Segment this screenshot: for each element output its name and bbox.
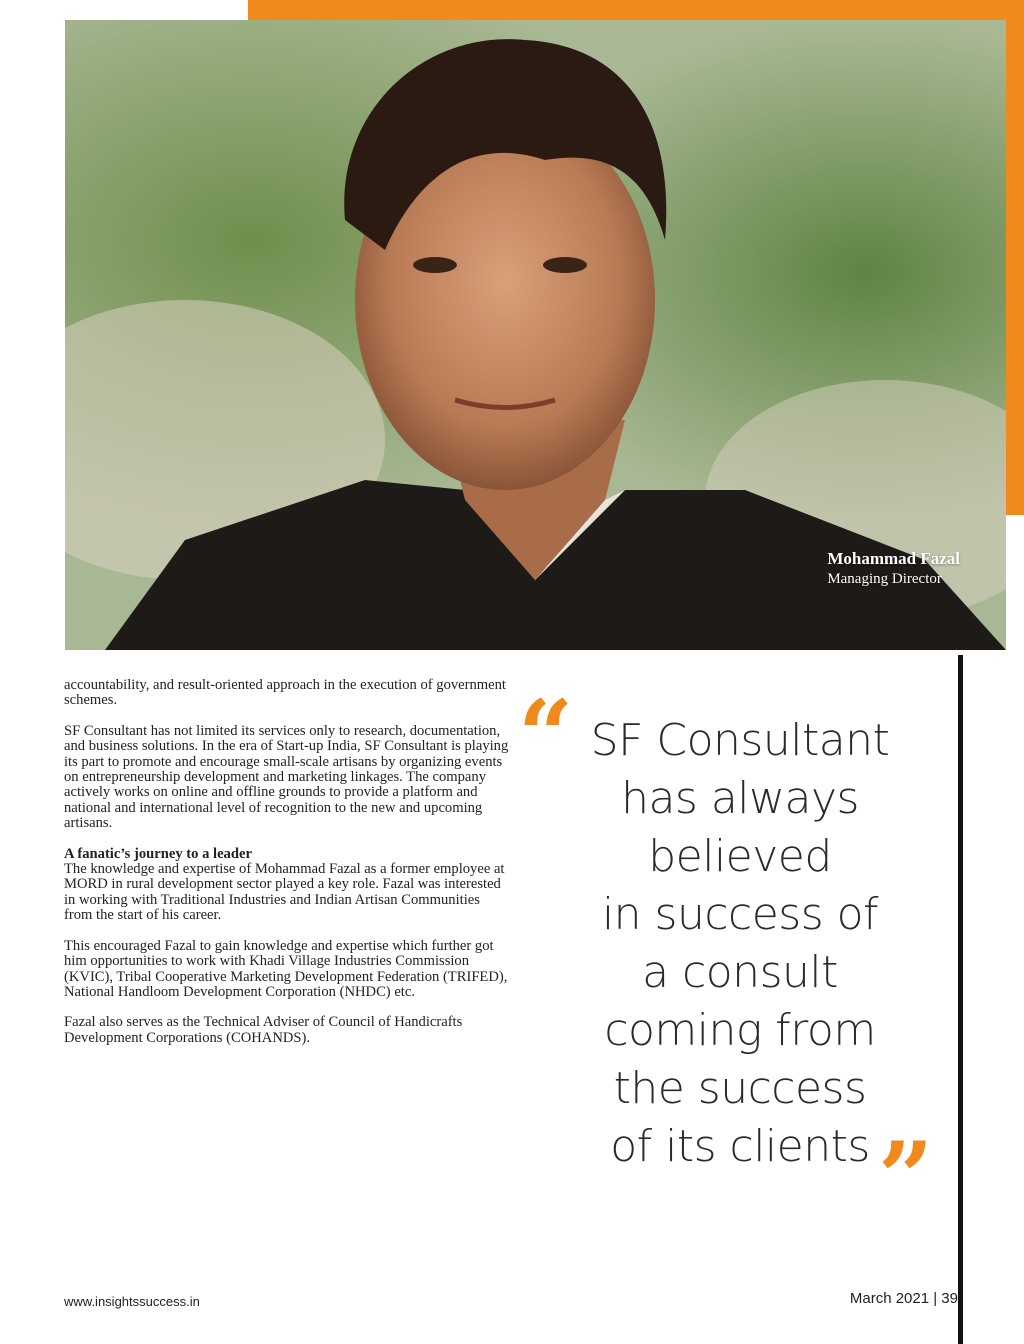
close-quote-mark: ” — [878, 1121, 934, 1234]
paragraph-3: The knowledge and expertise of Mohammad Fazal as a former employee at MORD in rural development sector played a key role. Fazal was interested in working with Traditional Industries and Indian Artisan Communities from the start of his career. — [64, 861, 505, 924]
pull-quote-line: coming from — [604, 1005, 876, 1056]
top-accent-bar — [248, 0, 1024, 20]
footer-page-info: March 2021 | 39 — [849, 1290, 958, 1307]
pull-quote-line: SF Consultant — [590, 715, 890, 766]
paragraph-5: Fazal also serves as the Technical Adviser of Council of Handicrafts Development Corporations (COHANDS). — [64, 1014, 463, 1046]
paragraph-2: SF Consultant has not limited its services only to research, documentation, and business solutions. In the era of Start-up India, SF Consultant is playing its part to promote and encourage small-scale artisans by organizing events on entrepreneurship development and marketing linkages. The company actively works on online and offline grounds to provide a platform and national and international level of recognition to the new and upcoming artisans. — [64, 722, 509, 832]
pull-quote — [590, 712, 890, 1176]
footer-website[interactable]: www.insightssuccess.in — [64, 1294, 200, 1309]
section-subheading: A fanatic’s journey to a leader — [64, 845, 252, 862]
pull-quote-line: of its clients — [610, 1121, 870, 1172]
pull-quote-line: believed — [648, 831, 832, 882]
article-body — [64, 678, 509, 1061]
pull-quote-line: a consult — [642, 947, 838, 998]
side-accent-bar — [1006, 0, 1024, 515]
paragraph-4: This encouraged Fazal to gain knowledge and expertise which further got him opportunities to work with Khadi Village Industries Commission (KVIC), Tribal Cooperative Marketing Development Federation (TRIFED), National Handloom Development Corporation (NHDC) etc. — [64, 937, 508, 1000]
section-block — [64, 847, 509, 924]
photo-caption — [827, 548, 960, 588]
open-quote-mark: “ — [518, 679, 574, 792]
portrait-photo — [65, 20, 1006, 650]
caption-role: Managing Director — [827, 571, 942, 587]
vertical-divider — [958, 655, 963, 1344]
caption-name: Mohammad Fazal — [827, 549, 960, 568]
pull-quote-line: the success — [613, 1063, 867, 1114]
pull-quote-line: has always — [621, 773, 859, 824]
paragraph-1: accountability, and result-oriented approach in the execution of government schemes. — [64, 677, 506, 709]
pull-quote-line: in success of — [601, 889, 879, 940]
